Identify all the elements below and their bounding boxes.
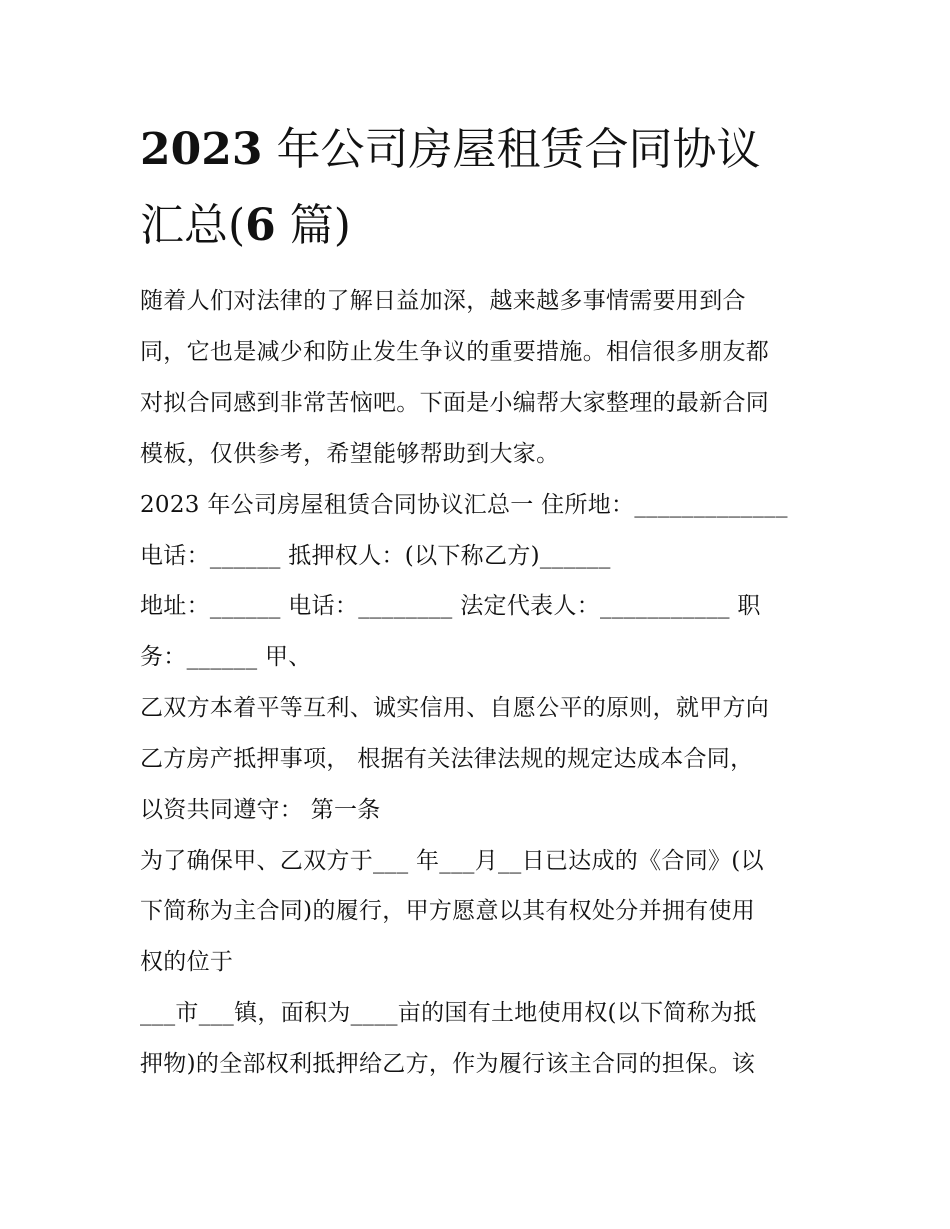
title-count: 6 <box>245 200 276 251</box>
body-line: 电话：______ 抵押权人：(以下称乙方)______ <box>140 543 611 569</box>
body-line: 乙方房产抵押事项， 根据有关法律法规的规定达成本合同， <box>140 746 754 772</box>
body-line: 模板，仅供参考，希望能够帮助到大家。 <box>140 441 560 467</box>
body-line: 以资共同遵守： 第一条 <box>140 797 381 823</box>
body-line: 押物)的全部权利抵押给乙方，作为履行该主合同的担保。该 <box>140 1051 756 1077</box>
body-line: 2023 年公司房屋租赁合同协议汇总一 住所地：_____________ <box>140 492 788 518</box>
body-line: 务：______ 甲、 <box>140 644 312 670</box>
body-line: 乙双方本着平等互利、诚实信用、自愿公平的原则，就甲方向 <box>140 695 770 721</box>
body-line: 随着人们对法律的了解日益加深，越来越多事情需要用到合 <box>140 288 746 314</box>
title-year: 2023 <box>140 124 263 175</box>
body-line: 对拟合同感到非常苦恼吧。下面是小编帮大家整理的最新合同 <box>140 390 770 416</box>
document-title <box>140 112 820 264</box>
body-line: 地址：______ 电话：________ 法定代表人：___________ 职 <box>140 593 761 619</box>
body-line: ___市___镇，面积为____亩的国有土地使用权(以下简称为抵 <box>140 1000 757 1026</box>
body-line: 权的位于 <box>140 949 234 975</box>
title-text-line2-suffix: 篇) <box>275 200 351 251</box>
body-line: 为了确保甲、乙双方于___ 年___月__日已达成的《合同》(以 <box>140 848 764 874</box>
title-text-line2-prefix: 汇总( <box>140 200 246 251</box>
title-text-line1: 年公司房屋租赁合同协议 <box>262 124 761 175</box>
body-line: 下简称为主合同)的履行，甲方愿意以其有权处分并拥有使用 <box>140 898 756 924</box>
body-line: 同，它也是减少和防止发生争议的重要措施。相信很多朋友都 <box>140 339 770 365</box>
